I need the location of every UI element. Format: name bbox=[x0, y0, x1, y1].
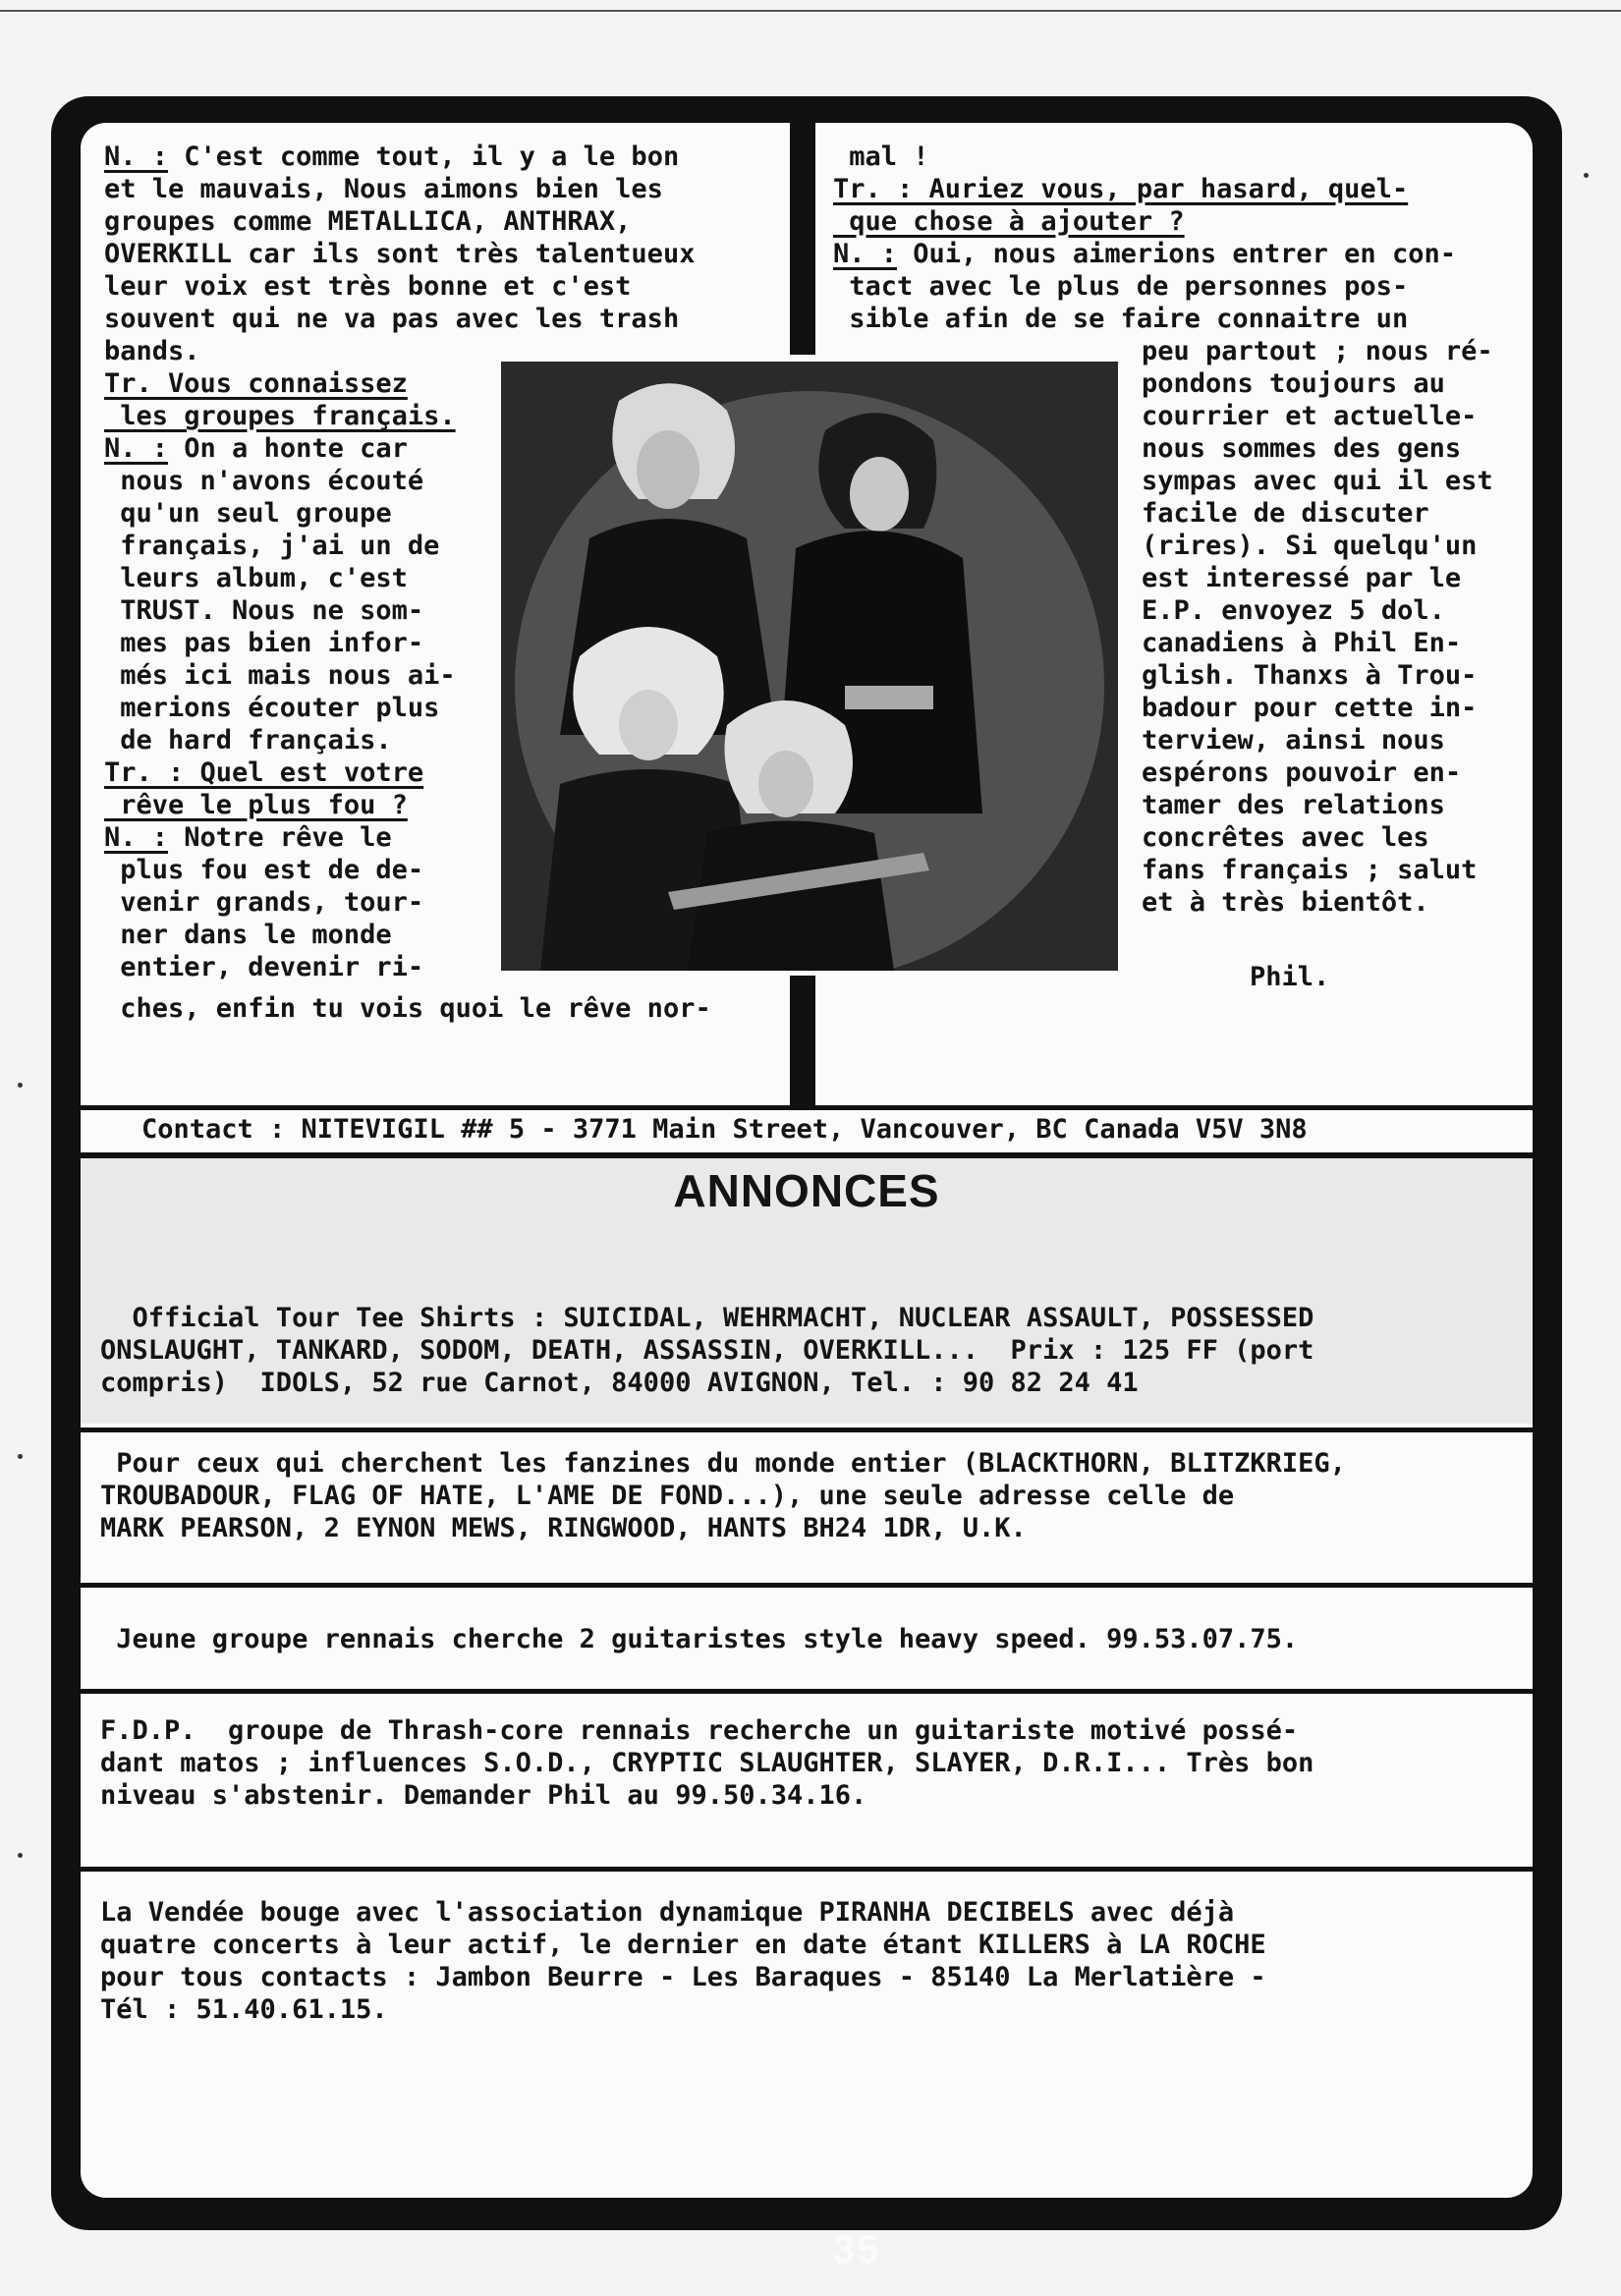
question-speaker: rêve le plus fou ? bbox=[104, 790, 408, 820]
text-line: E.P. envoyez 5 dol. bbox=[1142, 595, 1445, 626]
question-speaker: Tr. : Auriez vous, par hasard, quel- bbox=[833, 174, 1409, 204]
ad-guitaristes bbox=[100, 1623, 1298, 1655]
text-line bbox=[833, 303, 1456, 335]
line-text: nous n'avons écouté bbox=[104, 466, 424, 496]
text-line: F.D.P. groupe de Thrash-core rennais recherche un guitariste motivé possé- bbox=[100, 1715, 1299, 1746]
band-photo bbox=[501, 362, 1118, 971]
text-line bbox=[104, 465, 456, 497]
text-line: niveau s'abstenir. Demander Phil au 99.50.34.16. bbox=[100, 1780, 867, 1811]
line-text: plus fou est de de- bbox=[104, 855, 424, 885]
text-line: pour tous contacts : Jambon Beurre - Les Baraques - 85140 La Merlatière - bbox=[100, 1962, 1266, 1992]
ad-separator bbox=[81, 1689, 1533, 1694]
line-text: On a honte car bbox=[168, 433, 408, 464]
speck bbox=[1584, 173, 1589, 178]
text-line: concrêtes avec les bbox=[1142, 822, 1429, 853]
text-line: La Vendée bouge avec l'association dynamique PIRANHA DECIBELS avec déjà bbox=[100, 1897, 1235, 1928]
question-speaker: les groupes français. bbox=[104, 401, 456, 431]
line-text: Oui, nous aimerions entrer en con- bbox=[897, 239, 1456, 269]
ad-separator bbox=[81, 1867, 1533, 1872]
line-text: entier, devenir ri- bbox=[104, 952, 424, 982]
line-text: tact avec le plus de personnes pos- bbox=[833, 271, 1409, 302]
question-speaker: N. : bbox=[833, 239, 898, 269]
speck bbox=[18, 1083, 23, 1088]
text-line bbox=[104, 659, 456, 692]
text-line bbox=[833, 270, 1456, 303]
line-text: merions écouter plus bbox=[104, 693, 440, 723]
line-text: bands. bbox=[104, 336, 200, 366]
text-line: et à très bientôt. bbox=[1142, 887, 1429, 918]
question-speaker: N. : bbox=[104, 141, 169, 172]
line-text: C'est comme tout, il y a le bon bbox=[168, 141, 680, 172]
line-text: mes pas bien infor- bbox=[104, 628, 424, 658]
text-line: MARK PEARSON, 2 EYNON MEWS, RINGWOOD, HANTS BH24 1DR, U.K. bbox=[100, 1513, 1027, 1543]
ad-fanzines bbox=[100, 1447, 1346, 1544]
speck bbox=[18, 1454, 23, 1459]
speck bbox=[18, 1853, 23, 1858]
text-line: terview, ainsi nous bbox=[1142, 725, 1445, 756]
text-line: glish. Thanxs à Trou- bbox=[1142, 660, 1478, 691]
line-text: OVERKILL car ils sont très talentueux bbox=[104, 239, 696, 269]
text-line bbox=[104, 367, 456, 400]
line-text: qu'un seul groupe bbox=[104, 498, 392, 529]
text-line: facile de discuter bbox=[1142, 498, 1429, 529]
annonces-title: ANNONCES bbox=[673, 1165, 940, 1216]
text-line: courrier et actuelle- bbox=[1142, 401, 1478, 431]
text-line: Jeune groupe rennais cherche 2 guitaristes style heavy speed. 99.53.07.75. bbox=[100, 1624, 1299, 1654]
interview-col1-top bbox=[104, 140, 695, 367]
ad-piranha-decibels bbox=[100, 1896, 1266, 2026]
text-line: Official Tour Tee Shirts : SUICIDAL, WEHRMACHT, NUCLEAR ASSAULT, POSSESSED bbox=[100, 1303, 1314, 1333]
text-line: (rires). Si quelqu'un bbox=[1142, 531, 1478, 561]
text-line: espérons pouvoir en- bbox=[1142, 757, 1462, 788]
line-text: Notre rêve le bbox=[168, 822, 392, 853]
question-speaker: N. : bbox=[104, 822, 169, 853]
text-line: tamer des relations bbox=[1142, 790, 1445, 820]
ad-tee-shirts bbox=[100, 1302, 1314, 1399]
text-line bbox=[104, 562, 456, 594]
text-line bbox=[104, 724, 456, 756]
page-content bbox=[81, 123, 1533, 2198]
band-photo-illustration bbox=[501, 362, 1118, 971]
ad-separator bbox=[81, 1428, 1533, 1432]
text-line bbox=[104, 140, 695, 173]
text-line: Tél : 51.40.61.15. bbox=[100, 1994, 388, 2025]
line-text: souvent qui ne va pas avec les trash bbox=[104, 304, 680, 334]
line-text: més ici mais nous ai- bbox=[104, 660, 456, 691]
text-line bbox=[104, 886, 456, 919]
signature: Phil. bbox=[1250, 962, 1330, 992]
line-text: leur voix est très bonne et c'est bbox=[104, 271, 632, 302]
text-line: sympas avec qui il est bbox=[1142, 466, 1493, 496]
line-text: TRUST. Nous ne som- bbox=[104, 595, 424, 626]
text-line: ONSLAUGHT, TANKARD, SODOM, DEATH, ASSASSIN, OVERKILL... Prix : 125 FF (port bbox=[100, 1335, 1314, 1366]
text-line: peu partout ; nous ré- bbox=[1142, 336, 1493, 366]
question-speaker: Tr. Vous connaissez bbox=[104, 368, 408, 399]
column-divider-bottom bbox=[790, 976, 815, 1105]
text-line: pondons toujours au bbox=[1142, 368, 1445, 399]
text-line bbox=[833, 205, 1456, 238]
text-line bbox=[104, 789, 456, 821]
text-line: TROUBADOUR, FLAG OF HATE, L'AME DE FOND...), une seule adresse celle de bbox=[100, 1481, 1235, 1511]
text-line bbox=[104, 821, 456, 854]
line-text: mal ! bbox=[833, 141, 929, 172]
column-divider-top bbox=[790, 123, 815, 355]
text-line bbox=[104, 854, 456, 886]
text-line bbox=[104, 919, 456, 951]
contact-rule-top bbox=[81, 1105, 1533, 1110]
text-line bbox=[104, 303, 695, 335]
text-line bbox=[104, 205, 695, 238]
page-number: 35 bbox=[833, 2228, 881, 2271]
line-text: venir grands, tour- bbox=[104, 887, 424, 918]
text-line bbox=[104, 400, 456, 432]
text-line: Pour ceux qui cherchent les fanzines du monde entier (BLACKTHORN, BLITZKRIEG, bbox=[100, 1448, 1346, 1479]
text-line: est interessé par le bbox=[1142, 563, 1462, 593]
line-text: ner dans le monde bbox=[104, 920, 392, 950]
text-line bbox=[104, 238, 695, 270]
interview-col2-top bbox=[833, 140, 1456, 335]
question-speaker: Tr. : Quel est votre bbox=[104, 757, 424, 788]
text-line: nous sommes des gens bbox=[1142, 433, 1462, 464]
line-text: et le mauvais, Nous aimons bien les bbox=[104, 174, 663, 204]
text-line: badour pour cette in- bbox=[1142, 693, 1478, 723]
text-line: fans français ; salut bbox=[1142, 855, 1478, 885]
text-line: dant matos ; influences S.O.D., CRYPTIC SLAUGHTER, SLAYER, D.R.I... Très bon bbox=[100, 1748, 1314, 1778]
line-text: français, j'ai un de bbox=[104, 531, 440, 561]
interview-col2-narrow bbox=[1142, 335, 1493, 919]
text-line bbox=[104, 756, 456, 789]
text-line bbox=[833, 140, 1456, 173]
line-text: leurs album, c'est bbox=[104, 563, 408, 593]
text-line bbox=[104, 627, 456, 659]
interview-col1-narrow bbox=[104, 367, 456, 983]
line-text: sible afin de se faire connaitre un bbox=[833, 304, 1409, 334]
contact-line: Contact : NITEVIGIL ## 5 - 3771 Main Street, Vancouver, BC Canada V5V 3N8 bbox=[141, 1114, 1308, 1145]
ad-separator bbox=[81, 1583, 1533, 1588]
text-line: compris) IDOLS, 52 rue Carnot, 84000 AVIGNON, Tel. : 90 82 24 41 bbox=[100, 1368, 1139, 1398]
text-line bbox=[104, 432, 456, 465]
text-line bbox=[833, 173, 1456, 205]
question-speaker: que chose à ajouter ? bbox=[833, 206, 1185, 237]
text-line bbox=[104, 692, 456, 724]
page-top-rule bbox=[0, 10, 1621, 12]
text-line bbox=[104, 594, 456, 627]
line-text: groupes comme METALLICA, ANTHRAX, bbox=[104, 206, 632, 237]
interview-col1-last-line: ches, enfin tu vois quoi le rêve nor- bbox=[104, 993, 711, 1024]
text-line bbox=[104, 530, 456, 562]
text-line: canadiens à Phil En- bbox=[1142, 628, 1462, 658]
line-text: de hard français. bbox=[104, 725, 392, 756]
text-line bbox=[104, 951, 456, 983]
question-speaker: N. : bbox=[104, 433, 169, 464]
ad-fdp bbox=[100, 1714, 1314, 1812]
text-line bbox=[104, 173, 695, 205]
text-line bbox=[104, 497, 456, 530]
text-line bbox=[833, 238, 1456, 270]
text-line bbox=[104, 270, 695, 303]
text-line: quatre concerts à leur actif, le dernier en date étant KILLERS à LA ROCHE bbox=[100, 1930, 1266, 1960]
